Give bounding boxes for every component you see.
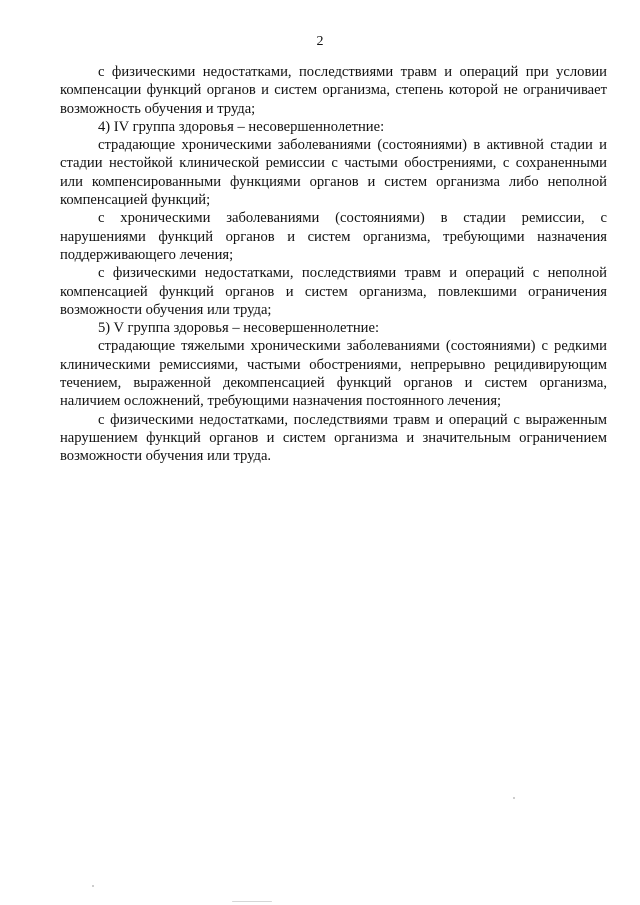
paragraph-physical-disabilities-severe: с физическими недостатками, последствиями травм и операций с выраженным нарушением функций органов и систем организма и значительным ограничением возможности обучения или труда. bbox=[60, 411, 607, 465]
heading-health-group-iv: 4) IV группа здоровья – несовершеннолетние: bbox=[98, 118, 385, 135]
paragraph-severe-chronic: страдающие тяжелыми хроническими заболеваниями (состояниями) с редкими клиническими ремиссиями, частыми обострениями, непрерывно рецидивирующим течением, выраженной декомпенсацией функций органов и систем организма, наличием осложнений, требующими назначения постоянного лечения; bbox=[60, 338, 607, 410]
paragraph-physical-disabilities-compensated: с физическими недостатками, последствиями травм и операций при условии компенсации функций органов и систем организма, степень которой не ограничивает возможность обучения и труда; bbox=[60, 64, 607, 117]
paragraph-physical-disabilities-partial: с физическими недостатками, последствиями травм и операций с неполной компенсацией функций органов и систем организма, повлекшими ограничения возможности обучения или труда; bbox=[60, 265, 607, 318]
scan-speck bbox=[232, 901, 272, 902]
page-number: 2 bbox=[316, 34, 324, 49]
paragraph-chronic-remission: с хроническими заболеваниями (состояниями) в стадии ремиссии, с нарушениями функций органов и систем организма, требующими назначения поддерживающего лечения; bbox=[60, 210, 607, 263]
heading-health-group-v: 5) V группа здоровья – несовершеннолетние: bbox=[98, 320, 380, 337]
paragraph-chronic-active-stage: страдающие хроническими заболеваниями (состояниями) в активной стадии и стадии нестойкой клинической ремиссии с частыми обострениями, с сохраненными или компенсированными функциями органов и систем организма либо неполной компенсацией функций; bbox=[60, 137, 607, 209]
document-body bbox=[60, 63, 607, 466]
scan-speck bbox=[513, 797, 515, 799]
scan-speck bbox=[92, 885, 94, 887]
